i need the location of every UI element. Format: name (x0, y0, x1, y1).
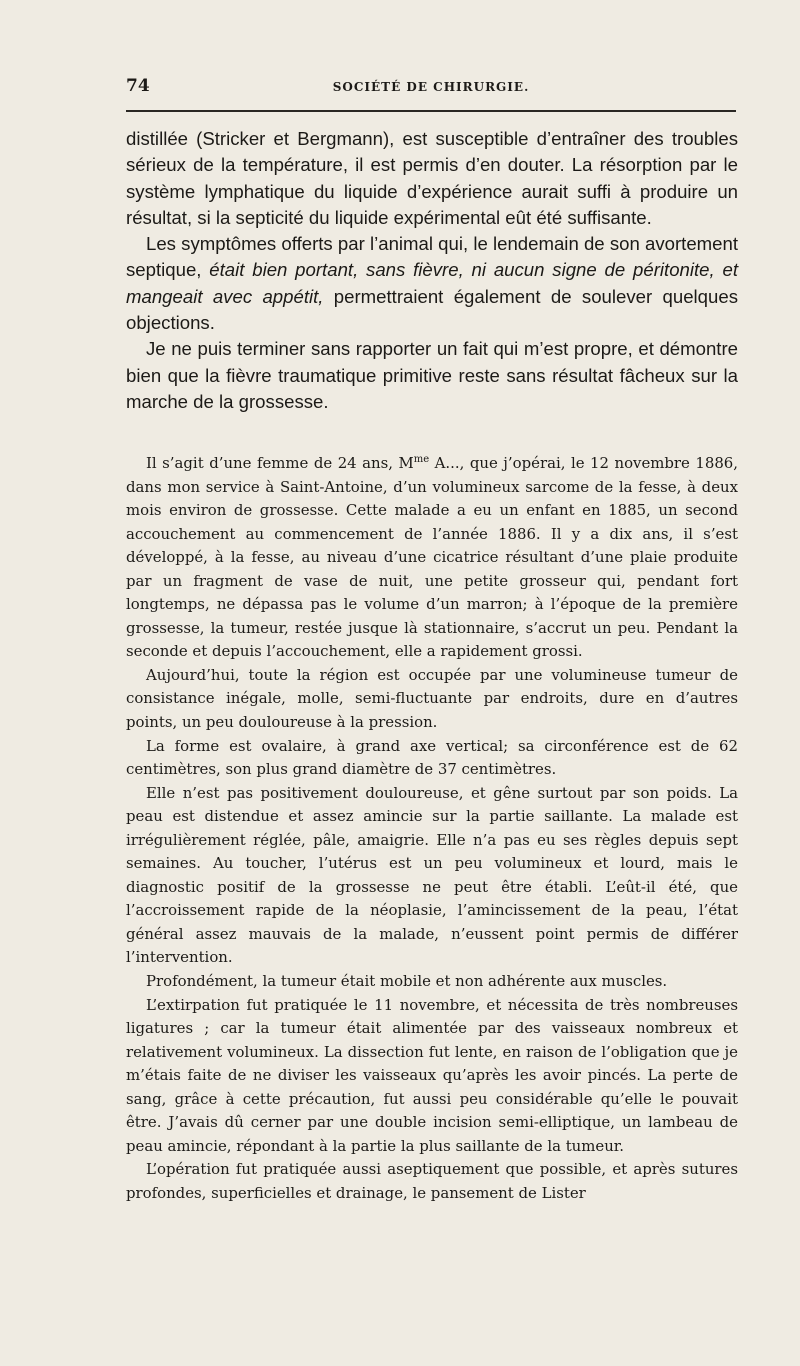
paragraph (126, 231, 738, 336)
page-number: 74 (126, 76, 150, 96)
paragraph: L’extirpation fut pratiquée le 11 novembre, et nécessita de très nombreuses ligatures ; car la tumeur était alimentée par des vaisseaux nombreux et relativement volumineux. La dissection fut lente, en raison de l’obligation que je m’étais faite de ne diviser les vaisseaux qu’après les avoir pincés. La perte de sang, grâce à cette précaution, fut aussi peu considérable qu’elle le pouvait être. J’avais dû cerner par une double incision semi-elliptique, un lambeau de peau amincie, répondant à la partie la plus saillante de la tumeur. (126, 995, 738, 1155)
paragraph: Aujourd’hui, toute la région est occupée par une volumineuse tumeur de consistance inégale, molle, semi-fluctuante par endroits, dure en d’autres points, un peu douloureuse à la pression. (126, 665, 738, 732)
paragraph: Je ne puis terminer sans rapporter un fait qui m’est propre, et démontre bien que la fièvre traumatique primitive reste sans résultat fâcheux sur la marche de la grossesse. (126, 338, 738, 412)
case-report (126, 452, 738, 1206)
paragraph: Elle n’est pas positivement douloureuse, et gêne surtout par son poids. La peau est distendue et assez amincie sur la partie saillante. La malade est irrégulièrement réglée, pâle, amaigrie. Elle n’a pas eu ses règles depuis sept semaines. Au toucher, l’utérus est un peu volumineux et lourd, mais le diagnostic positif de la grossesse ne peut être établi. L’eût-il été, que l’accroissement rapide de la néoplasie, l’amincissement de la peau, l’état général assez mauvais de la malade, n’eussent point permis de différer l’intervention. (126, 783, 738, 967)
italic-text: était bien portant, sans fièvre, ni aucun signe de péritonite, et mangeait avec appétit, (126, 259, 738, 307)
superscript: me (413, 454, 430, 466)
paragraph: La forme est ovalaire, à grand axe vertical; sa circonférence est de 62 centimètres, son plus grand diamètre de 37 centimètres. (126, 736, 738, 779)
page-header (126, 76, 736, 100)
main-text (126, 126, 738, 415)
text-run: permettraient également de soulever quelques objections. (126, 285, 738, 334)
paragraph: Profondément, la tumeur était mobile et non adhérente aux muscles. (146, 972, 668, 991)
text-run: Il s’agit d’une femme de 24 ans, M (146, 454, 414, 472)
header-rule (126, 110, 736, 112)
text-run: Les symptômes offerts par l’animal qui, le lendemain de son avortement septique, (126, 233, 738, 281)
paragraph: L’opération fut pratiquée aussi aseptiquement que possible, et après sutures profondes, superficielles et drainage, le pansement de Lister (126, 1160, 738, 1202)
running-title: SOCIÉTÉ DE CHIRURGIE. (332, 80, 530, 94)
paragraph: distillée (Stricker et Bergmann), est susceptible d’entraîner des troubles sérieux de la température, il est permis d’en douter. La résorption par le système lymphatique du liquide d’expérience aurait suffi à produire un résultat, si la septicité du liquide expérimental eût été suffisante. (126, 128, 738, 228)
paragraph (126, 452, 738, 664)
text-run: A..., que j’opérai, le 12 novembre 1886, dans mon service à Saint-Antoine, d’un volumineux sarcome de la fesse, à deux mois environ de grossesse. Cette malade a eu un enfant en 1885, un second accouchement au commencement de l’année 1886. Il y a dix ans, il s’est développé, à la fesse, au niveau d’une cicatrice résultant d’une plaie produite par un fragment de vase de nuit, une petite grosseur qui, pendant fort longtemps, ne dépassa pas le volume d’un marron; à l’époque de la première grossesse, la tumeur, restée jusque là stationnaire, s’accrut un peu. Pendant la seconde et depuis l’accouchement, elle a rapidement grossi. (126, 454, 738, 661)
